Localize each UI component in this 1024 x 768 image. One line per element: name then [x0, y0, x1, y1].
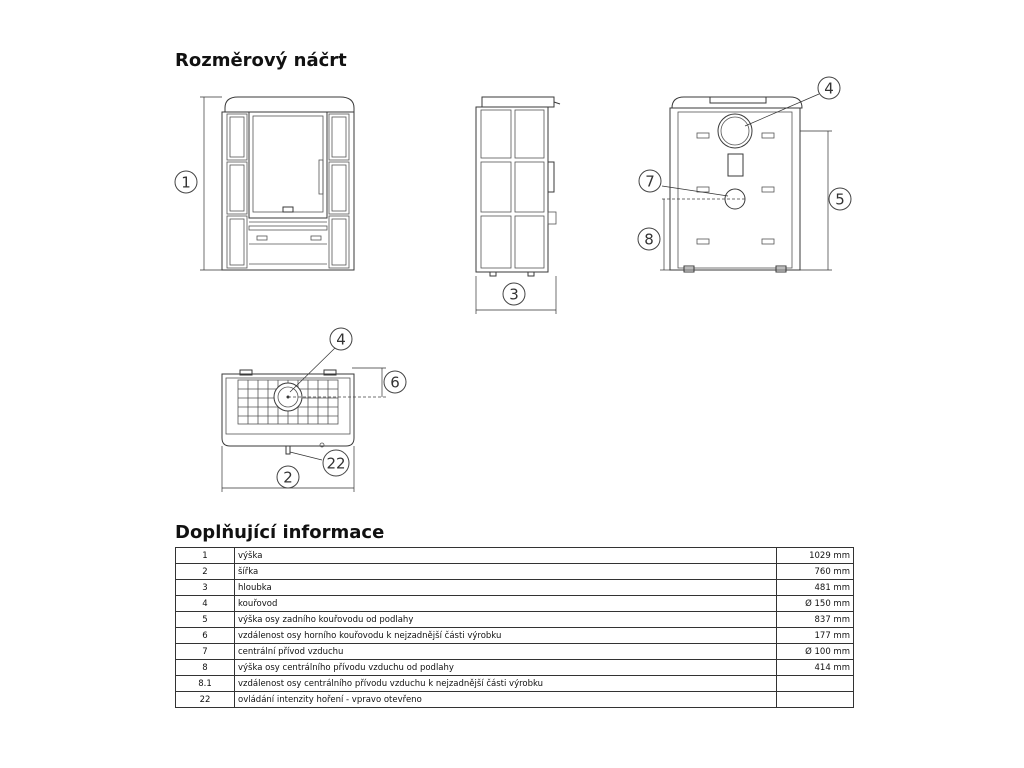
row-value: [777, 692, 854, 708]
row-value: 760 mm: [777, 564, 854, 580]
row-number: 1: [176, 548, 235, 564]
table-row: [176, 612, 854, 628]
row-value: 177 mm: [777, 628, 854, 644]
callout-4-top-label: 4: [336, 330, 346, 349]
callout-6-label: 6: [390, 373, 400, 392]
row-value: 1029 mm: [777, 548, 854, 564]
callout-1-label: 1: [181, 173, 191, 192]
back-view-drawing: [638, 77, 851, 272]
row-number: 7: [176, 644, 235, 660]
row-value: 414 mm: [777, 660, 854, 676]
table-row: [176, 548, 854, 564]
row-value: Ø 100 mm: [777, 644, 854, 660]
info-table: [175, 547, 854, 708]
info-table-body: [176, 548, 854, 708]
callout-22-label: 22: [326, 454, 346, 473]
row-description: vzdálenost osy horního kouřovodu k nejzadnější části výrobku: [235, 628, 777, 644]
row-value: Ø 150 mm: [777, 596, 854, 612]
table-row: [176, 676, 854, 692]
row-description: šířka: [235, 564, 777, 580]
row-value: 837 mm: [777, 612, 854, 628]
table-row: [176, 564, 854, 580]
front-view-drawing: [175, 97, 354, 270]
callout-2-label: 2: [283, 468, 293, 487]
row-number: 3: [176, 580, 235, 596]
row-number: 5: [176, 612, 235, 628]
row-number: 2: [176, 564, 235, 580]
table-row: [176, 660, 854, 676]
row-number: 4: [176, 596, 235, 612]
sketch-title: Rozměrový náčrt: [175, 50, 347, 71]
row-description: výška osy zadního kouřovodu od podlahy: [235, 612, 777, 628]
table-row: [176, 692, 854, 708]
row-number: 8: [176, 660, 235, 676]
callout-7-label: 7: [645, 172, 655, 191]
row-description: kouřovod: [235, 596, 777, 612]
row-number: 22: [176, 692, 235, 708]
row-number: 8.1: [176, 676, 235, 692]
row-number: 6: [176, 628, 235, 644]
table-row: [176, 580, 854, 596]
row-description: centrální přívod vzduchu: [235, 644, 777, 660]
row-description: ovládání intenzity hoření - vpravo otevřeno: [235, 692, 777, 708]
info-title: Doplňující informace: [175, 522, 385, 543]
top-view-drawing: [222, 328, 406, 492]
table-row: [176, 596, 854, 612]
callout-5-label: 5: [835, 190, 845, 209]
table-row: [176, 644, 854, 660]
row-description: vzdálenost osy centrálního přívodu vzduchu k nejzadnější části výrobku: [235, 676, 777, 692]
row-description: výška osy centrálního přívodu vzduchu od podlahy: [235, 660, 777, 676]
side-view-drawing: [476, 97, 560, 314]
callout-3-label: 3: [509, 285, 519, 304]
row-value: 481 mm: [777, 580, 854, 596]
callout-8-label: 8: [644, 230, 654, 249]
row-description: výška: [235, 548, 777, 564]
callout-4-back-label: 4: [824, 79, 834, 98]
table-row: [176, 628, 854, 644]
row-description: hloubka: [235, 580, 777, 596]
row-value: [777, 676, 854, 692]
